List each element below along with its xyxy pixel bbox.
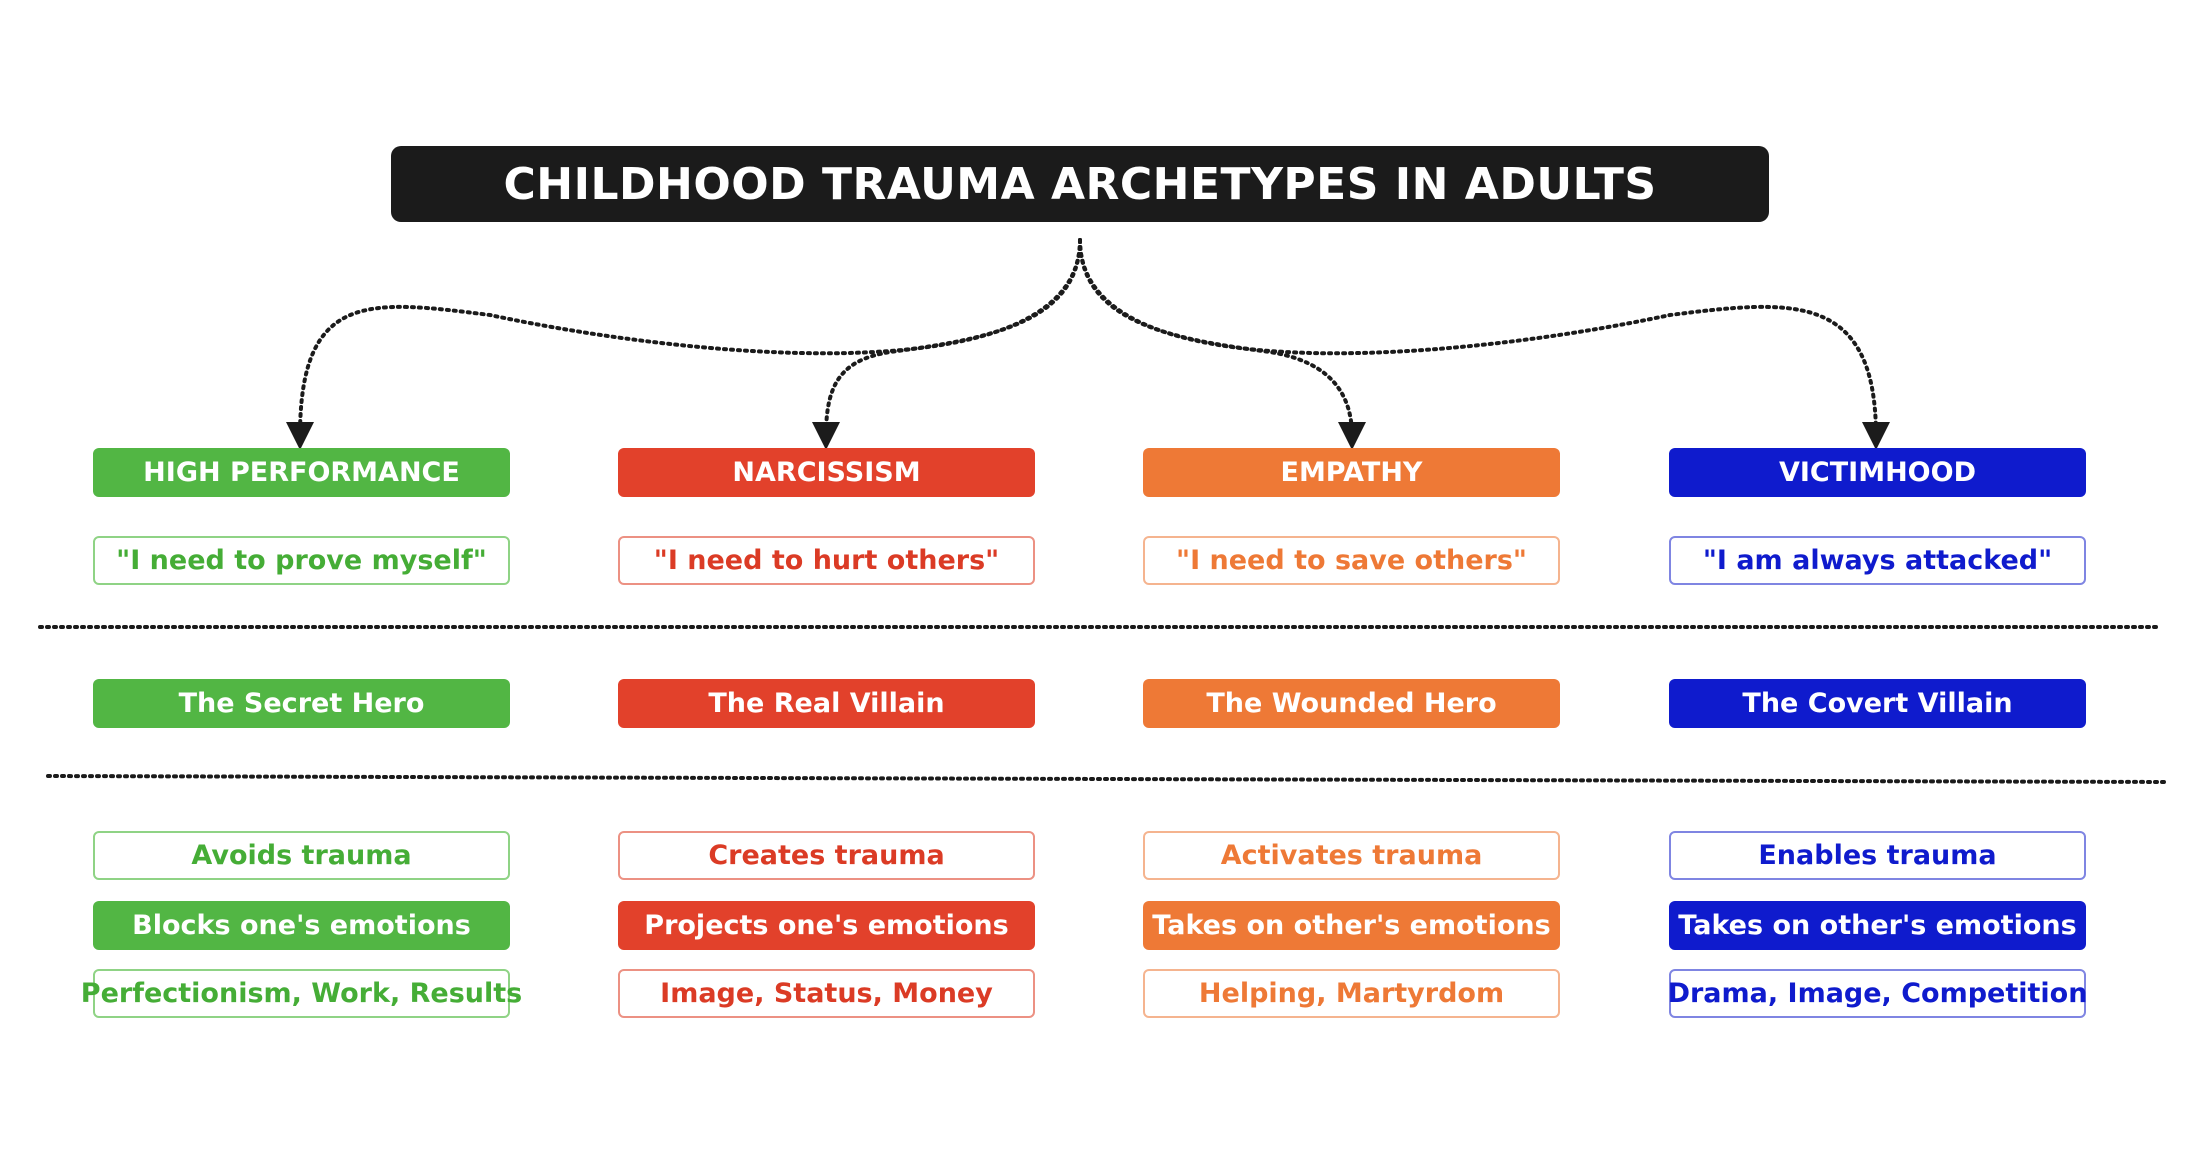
connector-to-high-performance xyxy=(300,240,1080,436)
category-narcissism: NARCISSISM xyxy=(618,448,1035,497)
quote-high-performance: "I need to prove myself" xyxy=(93,536,510,585)
focus-victimhood: Drama, Image, Competition xyxy=(1669,969,2086,1018)
emotions-narcissism: Projects one's emotions xyxy=(618,901,1035,950)
trauma-relation-victimhood: Enables trauma xyxy=(1669,831,2086,880)
category-high-performance: HIGH PERFORMANCE xyxy=(93,448,510,497)
emotions-victimhood: Takes on other's emotions xyxy=(1669,901,2086,950)
emotions-high-performance: Blocks one's emotions xyxy=(93,901,510,950)
quote-empathy: "I need to save others" xyxy=(1143,536,1560,585)
quote-narcissism: "I need to hurt others" xyxy=(618,536,1035,585)
archetype-real-villain: The Real Villain xyxy=(618,679,1035,728)
separator-line-2 xyxy=(48,776,2166,782)
archetype-covert-villain: The Covert Villain xyxy=(1669,679,2086,728)
connector-to-victimhood xyxy=(1080,240,1876,436)
trauma-relation-narcissism: Creates trauma xyxy=(618,831,1035,880)
category-empathy: EMPATHY xyxy=(1143,448,1560,497)
quote-victimhood: "I am always attacked" xyxy=(1669,536,2086,585)
archetype-secret-hero: The Secret Hero xyxy=(93,679,510,728)
archetype-wounded-hero: The Wounded Hero xyxy=(1143,679,1560,728)
trauma-relation-empathy: Activates trauma xyxy=(1143,831,1560,880)
trauma-relation-high-performance: Avoids trauma xyxy=(93,831,510,880)
focus-narcissism: Image, Status, Money xyxy=(618,969,1035,1018)
connector-to-empathy xyxy=(1080,240,1352,436)
emotions-empathy: Takes on other's emotions xyxy=(1143,901,1560,950)
connector-to-narcissism xyxy=(826,240,1080,436)
diagram-title: CHILDHOOD TRAUMA ARCHETYPES IN ADULTS xyxy=(391,146,1769,222)
focus-empathy: Helping, Martyrdom xyxy=(1143,969,1560,1018)
focus-high-performance: Perfectionism, Work, Results xyxy=(93,969,510,1018)
category-victimhood: VICTIMHOOD xyxy=(1669,448,2086,497)
